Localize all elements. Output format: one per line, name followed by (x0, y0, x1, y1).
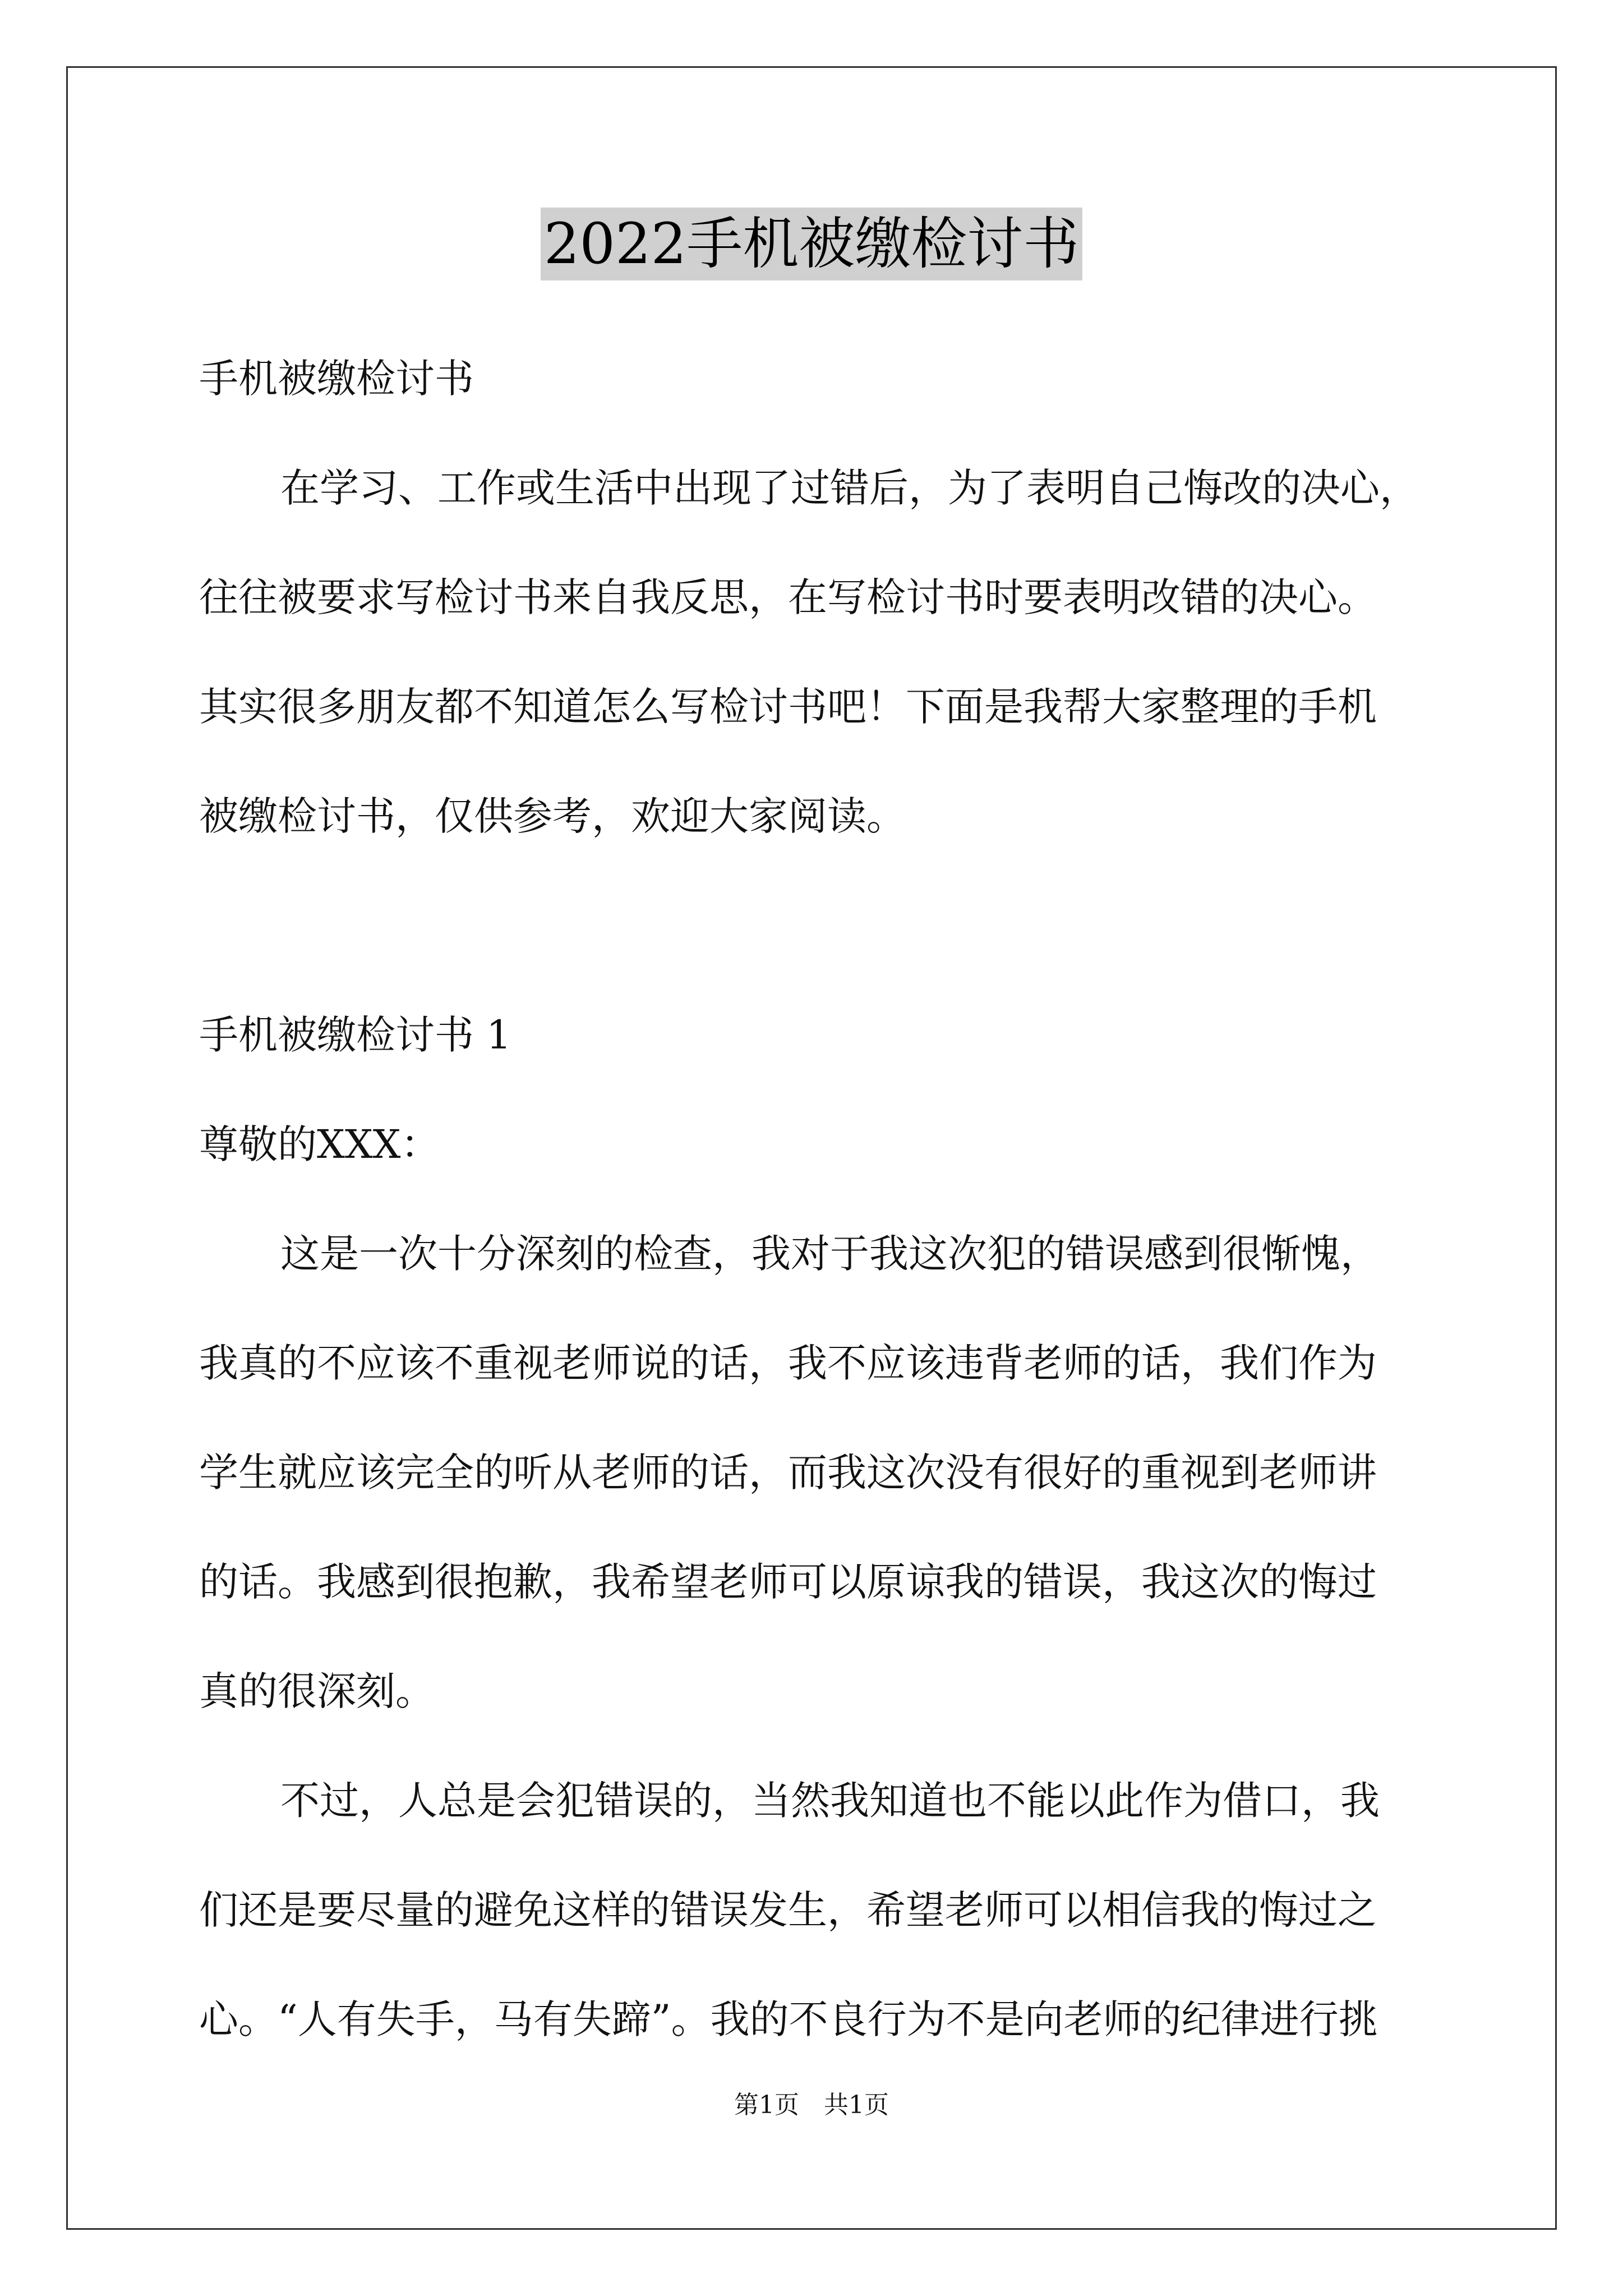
subtitle-line: 手机被缴检讨书 (199, 356, 474, 402)
paragraph-line: 真的很深刻。 (199, 1668, 435, 1714)
paragraph-line: 们还是要尽量的避免这样的错误发生，希望老师可以相信我的悔过之 (199, 1887, 1377, 1933)
document-title: 2022手机被缴检讨书 (541, 208, 1083, 280)
salutation: 尊敬的XXX： (199, 1121, 440, 1167)
paragraph-line: 心。“人有失手，马有失蹄”。我的不良行为不是向老师的纪律进行挑 (199, 1996, 1378, 2042)
page-footer: 第1页 共1页 (734, 2091, 889, 2119)
paragraph-line: 的话。我感到很抱歉，我希望老师可以原谅我的错误，我这次的悔过 (199, 1559, 1377, 1605)
paragraph-line: 被缴检讨书，仅供参考，欢迎大家阅读。 (199, 793, 906, 839)
paragraph-line: 学生就应该完全的听从老师的话，而我这次没有很好的重视到老师讲 (199, 1450, 1377, 1496)
paragraph-line: 不过，人总是会犯错误的，当然我知道也不能以此作为借口，我 (280, 1778, 1380, 1824)
paragraph-line: 这是一次十分深刻的检查，我对于我这次犯的错误感到很惭愧， (280, 1231, 1380, 1277)
paragraph-line: 其实很多朋友都不知道怎么写检讨书吧！下面是我帮大家整理的手机 (199, 684, 1377, 730)
paragraph-line: 我真的不应该不重视老师说的话，我不应该违背老师的话，我们作为 (199, 1340, 1377, 1386)
title-wrap (0, 208, 1623, 280)
paragraph-line: 在学习、工作或生活中出现了过错后，为了表明自己悔改的决心， (280, 465, 1419, 511)
section-heading: 手机被缴检讨书 1 (199, 1012, 511, 1058)
paragraph-line: 往往被要求写检讨书来自我反思，在写检讨书时要表明改错的决心。 (199, 574, 1377, 620)
